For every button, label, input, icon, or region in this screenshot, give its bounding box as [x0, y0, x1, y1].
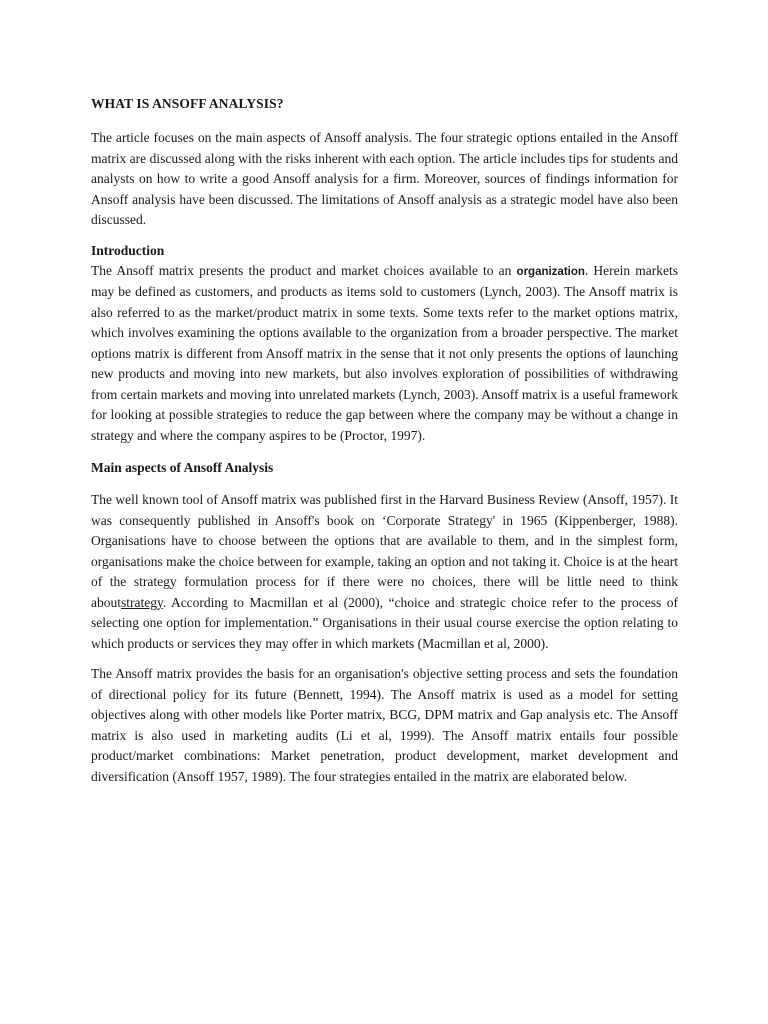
- introduction-text-start: The Ansoff matrix presents the product and market choices available to an: [91, 262, 517, 278]
- organization-word: organization: [516, 265, 585, 278]
- abstract-paragraph: The article focuses on the main aspects of Ansoff analysis. The four strategic options entailed in the Ansoff matrix are discussed along with the risks inherent with each option. The article includes tips for students and analysts on how to write a good Ansoff analysis for a firm. Moreover, sources of findings information for Ansoff analysis have been discussed. The limitations of Ansoff analysis as a strategic model have also been discussed.: [91, 130, 678, 227]
- main-aspects-text-end: . According to Macmillan et al (2000), “choice and strategic choice refer to the process of selecting one option for implementation.” Organisations in their usual course exercise the option relating to which products or services they may offer in which markets (Macmillan et al, 2000).: [91, 594, 678, 651]
- document-title: WHAT IS ANSOFF ANALYSIS?: [91, 96, 284, 111]
- main-aspects-heading: Main aspects of Ansoff Analysis: [91, 460, 274, 475]
- strategy-link[interactable]: strategy: [121, 594, 163, 610]
- main-aspects-paragraph-2: The Ansoff matrix provides the basis for an organisation's objective setting process and sets the foundation of directional policy for its future (Bennett, 1994). The Ansoff matrix is used as a model for setting objectives along with other models like Porter matrix, BCG, DPM matrix and Gap analysis etc. The Ansoff matrix is also used in marketing audits (Li et al, 1999). The Ansoff matrix entails four possible product/market combinations: Market penetration, product development, market development and diversification (Ansoff 1957, 1989). The four strategies entailed in the matrix are elaborated below.: [91, 666, 678, 784]
- main-aspects-paragraph-1: [91, 490, 678, 654]
- introduction-text-end: . Herein markets may be defined as customers, and products as items sold to customers (Lynch, 2003). The Ansoff matrix is also referred to as the market/product matrix in some texts. Some texts refer to the market options matrix, which involves examining the options available to the organization from a broader perspective. The market options matrix is different from Ansoff matrix in the sense that it not only presents the options of launching new products and moving into new markets, but also involves exploration of possibilities of withdrawing from certain markets and moving into unrelated markets (Lynch, 2003). Ansoff matrix is a useful framework for looking at possible strategies to reduce the gap between where the company may be without a change in strategy and where the company aspires to be (Proctor, 1997).: [91, 262, 678, 443]
- introduction-paragraph: [91, 261, 678, 447]
- introduction-heading: Introduction: [91, 242, 165, 258]
- main-aspects-text-start: The well known tool of Ansoff matrix was published first in the Harvard Business Review (Ansoff, 1957). It was consequently published in Ansoff's book on ‘Corporate Strategy' in 1965 (Kippenberger, 1988). Organisations have to choose between the options that are available to them, and in the simplest form, organisations make the choice between for example, taking an option and not taking it. Choice is at the heart of the strategy formulation process for if there were no choices, there will be little need to think about: [91, 492, 678, 610]
- document-page: [91, 88, 678, 787]
